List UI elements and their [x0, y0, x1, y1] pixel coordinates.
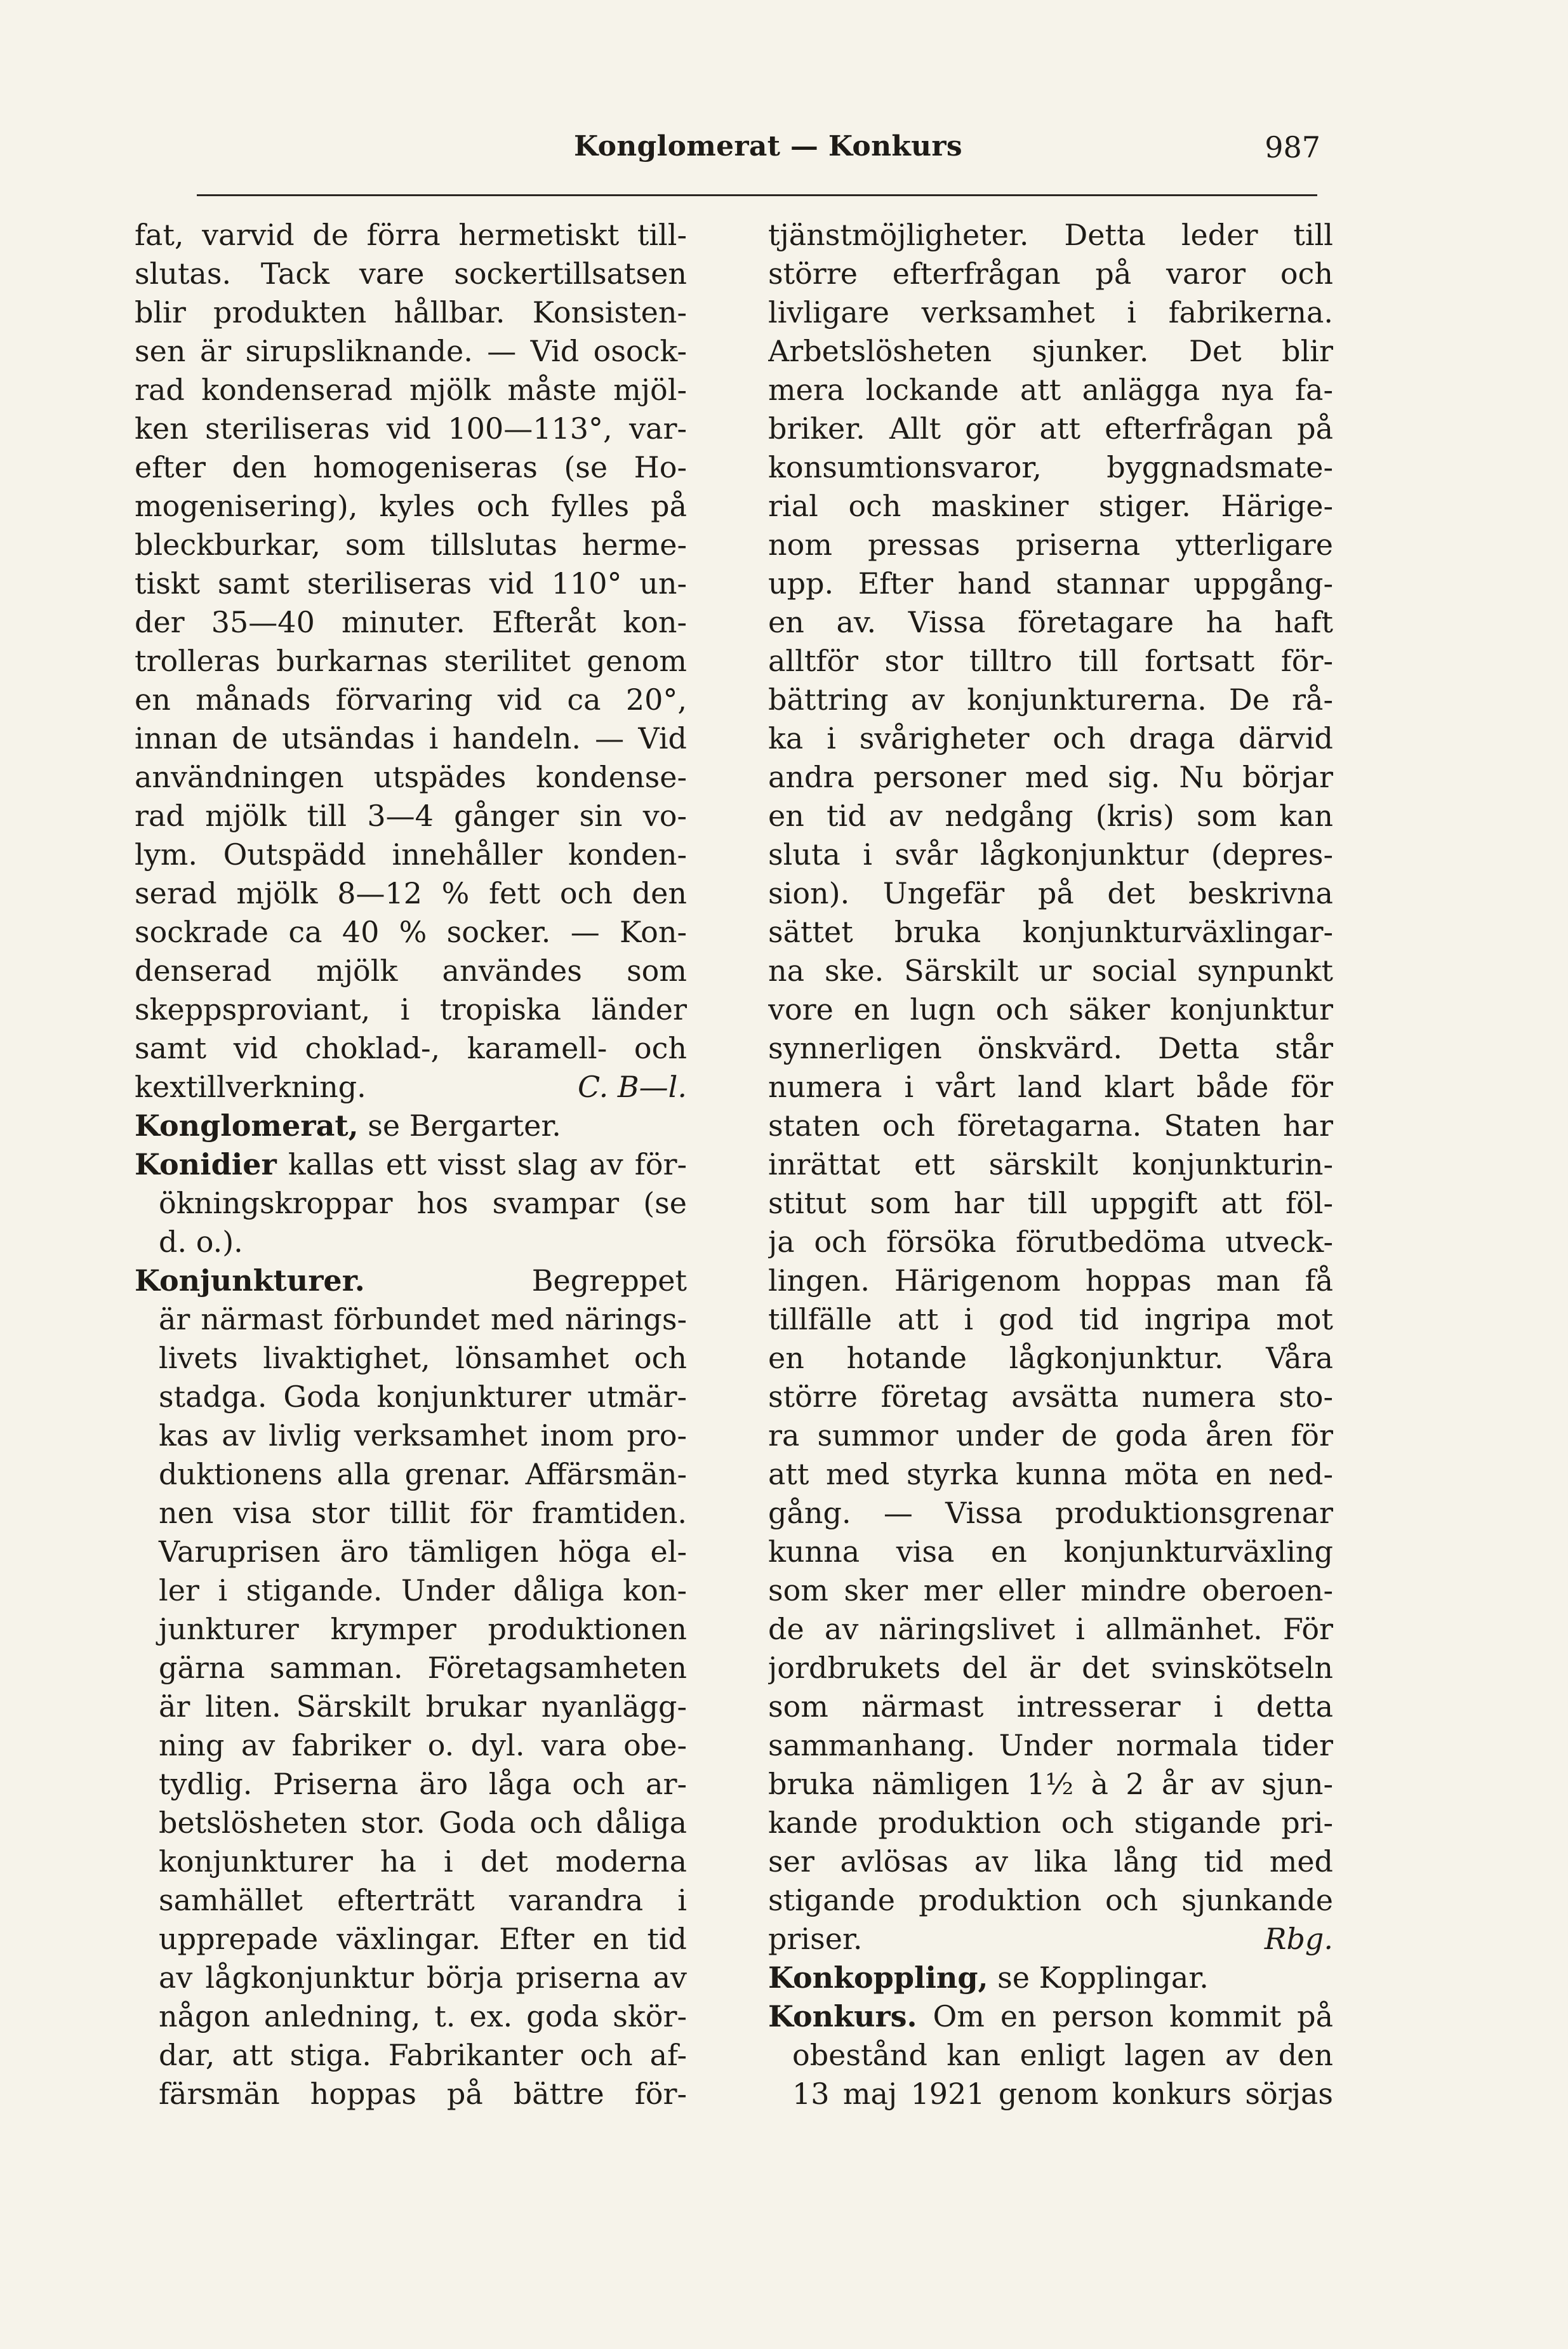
line-text: jordbrukets del är det svinskötseln	[768, 1651, 1333, 1685]
text-line	[768, 1029, 1333, 1068]
line-text: som sker mer eller mindre oberoen-	[768, 1573, 1333, 1607]
line-text: bättring av konjunkturerna. De rå-	[768, 682, 1333, 717]
text-line	[768, 1726, 1333, 1765]
text-line	[768, 293, 1333, 332]
line-text: ja och försöka förutbedöma utveck-	[768, 1225, 1333, 1259]
text-line	[135, 255, 687, 293]
text-line	[135, 1300, 687, 1339]
line-text: större företag avsätta numera sto-	[768, 1380, 1333, 1414]
line-text: mera lockande att anlägga nya fa-	[768, 373, 1333, 407]
line-text: kande produktion och stigande pri-	[768, 1806, 1333, 1840]
text-line	[768, 1804, 1333, 1842]
line-text: briker. Allt gör att efterfrågan på	[768, 411, 1333, 446]
author-signature: Rbg.	[1264, 1922, 1333, 1956]
text-line	[135, 642, 687, 681]
text-line	[768, 1261, 1333, 1300]
line-text: samhället efterträtt varandra i	[159, 1883, 687, 1917]
entry-first-line	[135, 1261, 687, 1300]
text-line	[135, 681, 687, 719]
text-line	[768, 1571, 1333, 1610]
text-line	[768, 1455, 1333, 1494]
line-text: alltför stor tilltro till fortsatt för-	[768, 644, 1333, 678]
text-line	[135, 1455, 687, 1494]
line-text: upprepade växlingar. Efter en tid	[159, 1922, 687, 1956]
line-text: någon anledning, t. ex. goda skör-	[159, 1999, 687, 2033]
text-line	[135, 487, 687, 526]
line-text: skeppsproviant, i tropiska länder	[135, 992, 687, 1027]
line-text: junkturer krymper produktionen	[159, 1612, 687, 1646]
line-text: att med styrka kunna möta en ned-	[768, 1457, 1333, 1491]
text-line	[135, 1223, 687, 1261]
text-line	[768, 487, 1333, 526]
line-text: trolleras burkarnas sterilitet genom	[135, 644, 687, 678]
text-line	[768, 1416, 1333, 1455]
text-line	[768, 913, 1333, 952]
line-text: rial och maskiner stiger. Härige-	[768, 489, 1333, 523]
line-text: se Kopplingar.	[988, 1960, 1209, 1995]
text-line	[135, 1687, 687, 1726]
line-text: sion). Ungefär på det beskrivna	[768, 876, 1333, 910]
text-line	[768, 1765, 1333, 1804]
line-text: efter den homogeniseras (se Ho-	[135, 450, 687, 484]
line-text: numera i vårt land klart både för	[768, 1070, 1333, 1104]
text-line	[135, 1029, 687, 1068]
line-text: tjänstmöjligheter. Detta leder till	[768, 218, 1333, 252]
text-line	[768, 1378, 1333, 1416]
line-text: betslösheten stor. Goda och dåliga	[159, 1806, 687, 1840]
line-text: ken steriliseras vid 100—113°, var-	[135, 411, 687, 446]
line-text: stitut som har till uppgift att föl-	[768, 1186, 1333, 1220]
text-line	[135, 1533, 687, 1571]
text-line	[135, 2075, 687, 2113]
line-text: kallas ett visst slag av för-	[276, 1147, 687, 1181]
line-text: denserad mjölk användes som	[135, 954, 687, 988]
text-line	[135, 1494, 687, 1533]
text-line	[768, 216, 1333, 255]
line-text: konjunkturer ha i det moderna	[159, 1844, 687, 1879]
text-line	[768, 990, 1333, 1029]
running-head-title: Konglomerat — Konkurs	[574, 130, 962, 163]
line-text: lym. Outspädd innehåller konden-	[135, 837, 687, 872]
line-text: sockrade ca 40 % socker. — Kon-	[135, 915, 687, 949]
text-line	[768, 2036, 1333, 2075]
line-text: sluta i svår lågkonjunktur (depres-	[768, 837, 1333, 872]
text-line	[135, 1571, 687, 1610]
text-line	[135, 1068, 687, 1107]
line-text: livligare verksamhet i fabrikerna.	[768, 295, 1333, 329]
text-line	[135, 1378, 687, 1416]
text-line	[768, 603, 1333, 642]
line-text: tiskt samt steriliseras vid 110° un-	[135, 566, 687, 601]
text-line	[768, 332, 1333, 371]
entry-first-line	[135, 1145, 687, 1184]
text-line	[768, 448, 1333, 487]
line-text: slutas. Tack vare sockertillsatsen	[135, 256, 687, 291]
line-text: Begreppet	[531, 1263, 687, 1298]
text-line	[135, 1804, 687, 1842]
text-line	[768, 1184, 1333, 1223]
line-text: tillfälle att i god tid ingripa mot	[768, 1302, 1333, 1336]
text-line	[768, 371, 1333, 409]
text-line	[135, 1997, 687, 2036]
line-text: större efterfrågan på varor och	[768, 256, 1333, 291]
line-text: sen är sirupsliknande. — Vid osock-	[135, 334, 687, 368]
text-line	[768, 1223, 1333, 1261]
entry-headword: Konidier	[135, 1147, 277, 1181]
text-line	[768, 1920, 1333, 1959]
line-text: lingen. Härigenom hoppas man få	[768, 1263, 1333, 1298]
line-text: rad kondenserad mjölk måste mjöl-	[135, 373, 687, 407]
line-text: bleckburkar, som tillslutas herme-	[135, 528, 687, 562]
line-text: staten och företagarna. Staten har	[768, 1108, 1333, 1143]
line-text: som närmast intresserar i detta	[768, 1689, 1333, 1724]
line-text: kextillverkning.	[135, 1070, 366, 1104]
line-text: kas av livlig verksamhet inom pro-	[159, 1418, 687, 1453]
line-text: de av näringslivet i allmänhet. För	[768, 1612, 1333, 1646]
entry-first-line	[768, 1959, 1333, 1997]
entry-headword: Konkurs.	[768, 1999, 917, 2033]
text-line	[768, 1533, 1333, 1571]
text-line	[135, 913, 687, 952]
text-line	[768, 255, 1333, 293]
text-line	[768, 1687, 1333, 1726]
text-line	[768, 952, 1333, 990]
text-line	[135, 603, 687, 642]
text-line	[768, 1068, 1333, 1107]
line-text: ra summor under de goda åren för	[768, 1418, 1333, 1453]
author-signature: C. B—l.	[578, 1070, 687, 1104]
line-text: bruka nämligen 1½ à 2 år av sjun-	[768, 1767, 1333, 1801]
entry-first-line	[768, 1997, 1333, 2036]
line-text: mogenisering), kyles och fylles på	[135, 489, 687, 523]
line-text: av lågkonjunktur börja priserna av	[159, 1960, 687, 1995]
line-text: duktionens alla grenar. Affärsmän-	[159, 1457, 687, 1491]
line-text: ler i stigande. Under dåliga kon-	[159, 1573, 687, 1607]
line-text: ning av fabriker o. dyl. vara obe-	[159, 1728, 687, 1762]
text-line	[135, 874, 687, 913]
right-column	[768, 216, 1333, 2113]
line-text: synnerligen önskvärd. Detta står	[768, 1031, 1333, 1065]
running-head	[197, 130, 1339, 168]
text-line	[135, 1339, 687, 1378]
text-line	[135, 797, 687, 835]
text-line	[135, 1765, 687, 1804]
line-text: upp. Efter hand stannar uppgång-	[768, 566, 1333, 601]
line-text: andra personer med sig. Nu börjar	[768, 760, 1333, 794]
text-line	[135, 332, 687, 371]
line-text: d. o.).	[159, 1225, 243, 1259]
line-text: är liten. Särskilt brukar nyanlägg-	[159, 1689, 687, 1724]
line-text: en månads förvaring vid ca 20°,	[135, 682, 687, 717]
text-line	[768, 1610, 1333, 1649]
line-text: en hotande lågkonjunktur. Våra	[768, 1341, 1333, 1375]
text-line	[768, 874, 1333, 913]
line-text: färsmän hoppas på bättre för-	[159, 2077, 687, 2111]
text-line	[135, 409, 687, 448]
text-line	[768, 797, 1333, 835]
page-number: 987	[1265, 130, 1320, 164]
header-rule	[197, 194, 1317, 196]
line-text: användningen utspädes kondense-	[135, 760, 687, 794]
line-text: priser.	[768, 1922, 863, 1956]
line-text: der 35—40 minuter. Efteråt kon-	[135, 605, 687, 639]
line-text: dar, att stiga. Fabrikanter och af-	[159, 2038, 687, 2072]
line-text: vore en lugn och säker konjunktur	[768, 992, 1333, 1027]
line-text: konsumtionsvaror, byggnadsmate-	[768, 450, 1333, 484]
line-text: rad mjölk till 3—4 gånger sin vo-	[135, 799, 687, 833]
text-line	[135, 1184, 687, 1223]
line-text: nom pressas priserna ytterligare	[768, 528, 1333, 562]
text-line	[768, 2075, 1333, 2113]
line-text: fat, varvid de förra hermetiskt till-	[135, 218, 687, 252]
text-line	[135, 1416, 687, 1455]
line-text: ser avlösas av lika lång tid med	[768, 1844, 1333, 1879]
line-text: 13 maj 1921 genom konkurs sörjas	[792, 2077, 1333, 2111]
line-text: sammanhang. Under normala tider	[768, 1728, 1333, 1762]
entry-headword: Konjunkturer.	[135, 1263, 365, 1298]
text-line	[768, 719, 1333, 758]
text-line	[768, 681, 1333, 719]
text-line	[135, 1842, 687, 1881]
entry-headword: Konkoppling,	[768, 1960, 988, 1995]
line-text: stigande produktion och sjunkande	[768, 1883, 1333, 1917]
line-text: serad mjölk 8—12 % fett och den	[135, 876, 687, 910]
text-line	[768, 526, 1333, 564]
line-text: ökningskroppar hos svampar (se	[159, 1186, 687, 1220]
text-line	[135, 990, 687, 1029]
line-text: samt vid choklad-, karamell- och	[135, 1031, 687, 1065]
text-line	[135, 1726, 687, 1765]
text-line	[135, 719, 687, 758]
text-line	[135, 371, 687, 409]
text-line	[135, 2036, 687, 2075]
text-line	[135, 564, 687, 603]
text-line	[768, 1649, 1333, 1687]
text-line	[135, 1881, 687, 1920]
line-text: sättet bruka konjunkturväxlingar-	[768, 915, 1333, 949]
line-text: blir produkten hållbar. Konsisten-	[135, 295, 687, 329]
text-line	[768, 1842, 1333, 1881]
line-text: gärna samman. Företagsamheten	[159, 1651, 687, 1685]
text-line	[135, 758, 687, 797]
line-text: innan de utsändas i handeln. — Vid	[135, 721, 687, 755]
text-line	[768, 1494, 1333, 1533]
text-line	[135, 448, 687, 487]
line-text: nen visa stor tillit för framtiden.	[159, 1496, 687, 1530]
line-text: Om en person kommit på	[917, 1999, 1333, 2033]
text-line	[135, 1920, 687, 1959]
text-line	[135, 1959, 687, 1997]
text-line	[135, 1610, 687, 1649]
line-text: Varuprisen äro tämligen höga el-	[159, 1534, 687, 1569]
text-line	[768, 564, 1333, 603]
text-line	[768, 1300, 1333, 1339]
line-text: Arbetslösheten sjunker. Det blir	[768, 334, 1333, 368]
line-text: en av. Vissa företagare ha haft	[768, 605, 1333, 639]
line-text: obestånd kan enligt lagen av den	[792, 2038, 1333, 2072]
text-line	[768, 758, 1333, 797]
text-line	[135, 1649, 687, 1687]
left-column	[135, 216, 687, 2113]
text-line	[135, 952, 687, 990]
line-text: livets livaktighet, lönsamhet och	[159, 1341, 687, 1375]
line-text: en tid av nedgång (kris) som kan	[768, 799, 1333, 833]
line-text: kunna visa en konjunkturväxling	[768, 1534, 1333, 1569]
text-line	[135, 216, 687, 255]
line-text: tydlig. Priserna äro låga och ar-	[159, 1767, 687, 1801]
line-text: na ske. Särskilt ur social synpunkt	[768, 954, 1333, 988]
text-line	[768, 835, 1333, 874]
text-line	[768, 1339, 1333, 1378]
text-line	[135, 835, 687, 874]
line-text: inrättat ett särskilt konjunkturin-	[768, 1147, 1333, 1181]
text-line	[768, 409, 1333, 448]
line-text: se Bergarter.	[358, 1108, 561, 1143]
entry-first-line	[135, 1107, 687, 1145]
entry-headword: Konglomerat,	[135, 1108, 359, 1143]
text-line	[768, 642, 1333, 681]
line-text: stadga. Goda konjunkturer utmär-	[159, 1380, 687, 1414]
text-line	[135, 526, 687, 564]
line-text: gång. — Vissa produktionsgrenar	[768, 1496, 1333, 1530]
line-text: ka i svårigheter och draga därvid	[768, 721, 1333, 755]
text-line	[768, 1145, 1333, 1184]
text-line	[135, 293, 687, 332]
text-line	[768, 1107, 1333, 1145]
text-line	[768, 1881, 1333, 1920]
line-text: är närmast förbundet med närings-	[159, 1302, 687, 1336]
